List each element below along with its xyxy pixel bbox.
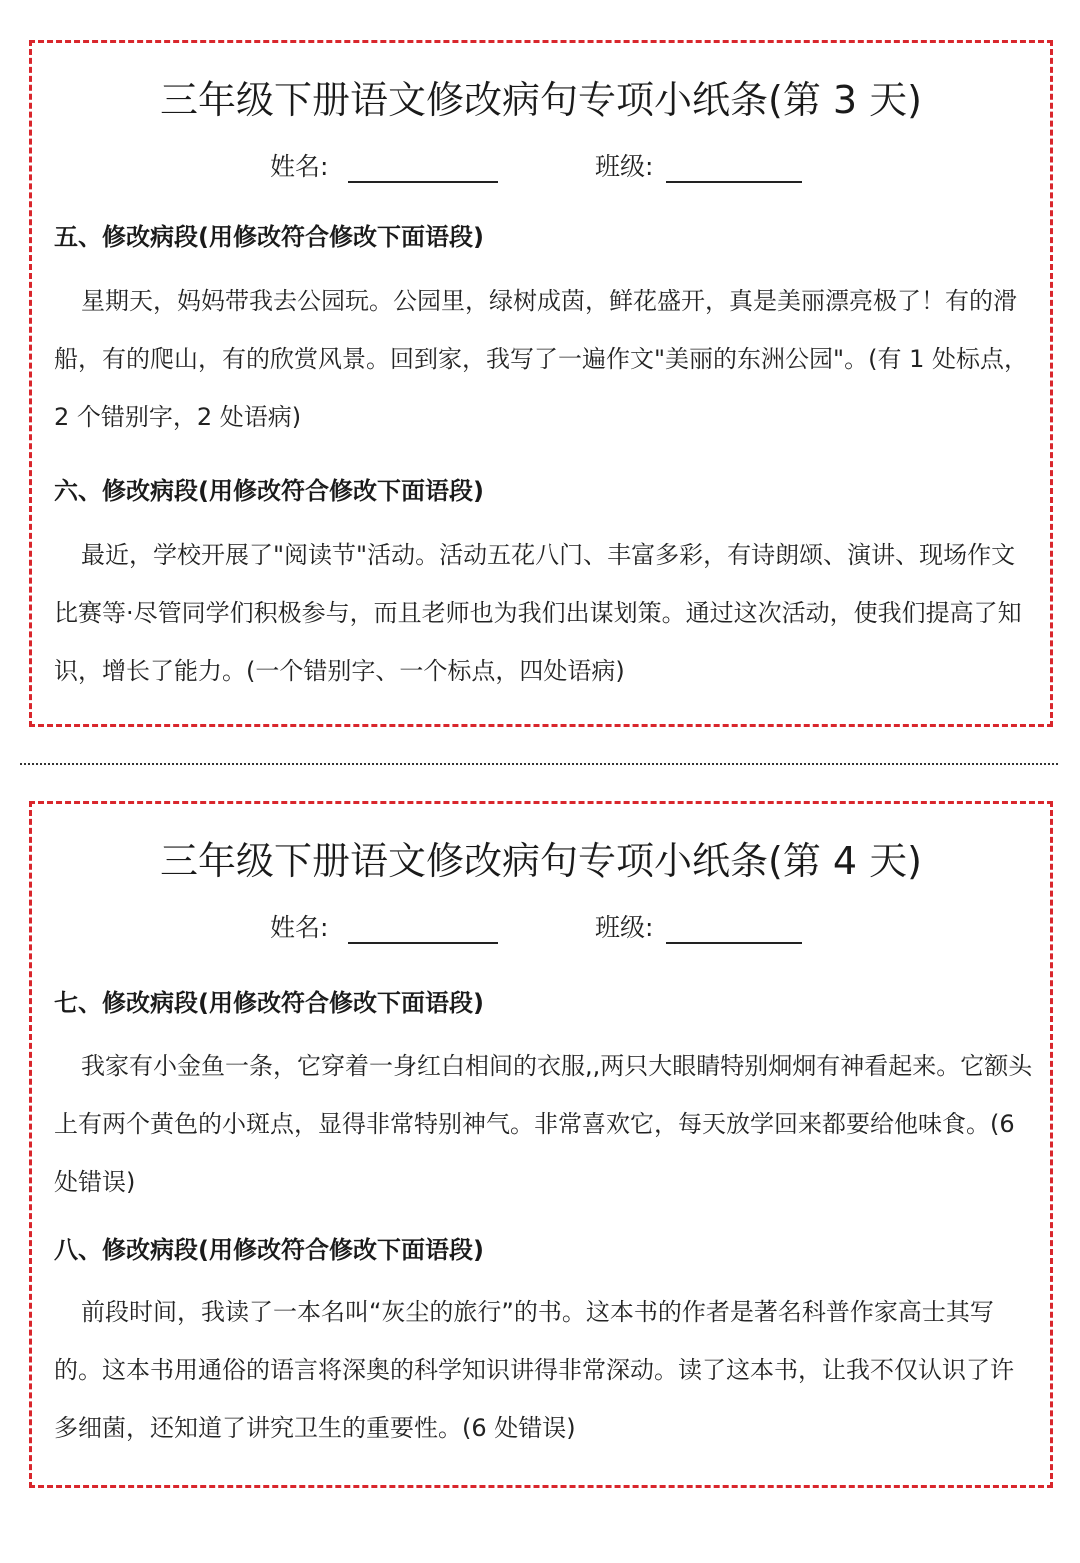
worksheet-card-day-4 bbox=[29, 801, 1053, 1488]
class-label: 班级: bbox=[595, 152, 654, 181]
worksheet-card-day-3 bbox=[29, 40, 1053, 727]
exercise-paragraph: 最近，学校开展了"阅读节"活动。活动五花八门、丰富多彩，有诗朗颂、演讲、现场作文比赛等·尽管同学们积极参与，而且老师也为我们出谋划策。通过这次活动，使我们提高了知识，增长了能力。(一个错别字、一个标点，四处语病) bbox=[54, 541, 1022, 685]
name-blank[interactable] bbox=[348, 181, 498, 183]
section-heading: 五、修改病段(用修改符合修改下面语段) bbox=[54, 223, 484, 251]
class-label: 班级: bbox=[595, 913, 654, 942]
section-heading: 七、修改病段(用修改符合修改下面语段) bbox=[54, 989, 484, 1017]
name-label: 姓名: bbox=[270, 913, 329, 942]
class-blank[interactable] bbox=[666, 181, 802, 183]
exercise-paragraph: 前段时间，我读了一本名叫“灰尘的旅行”的书。这本书的作者是著名科普作家高士其写的。这本书用通俗的语言将深奥的科学知识讲得非常深动。读了这本书，让我不仅认识了许多细菌，还知道了讲究卫生的重要性。(6 处错误) bbox=[54, 1298, 1014, 1442]
section-heading: 八、修改病段(用修改符合修改下面语段) bbox=[54, 1236, 484, 1264]
exercise-paragraph: 我家有小金鱼一条，它穿着一身红白相间的衣服,,两只大眼睛特别炯炯有神看起来。它额头上有两个黄色的小斑点，显得非常特别神气。非常喜欢它，每天放学回来都要给他味食。(6 处错误) bbox=[54, 1052, 1033, 1196]
worksheet-title: 三年级下册语文修改病句专项小纸条(第 4 天) bbox=[160, 839, 922, 883]
exercise-paragraph: 星期天，妈妈带我去公园玩。公园里，绿树成茵，鲜花盛开，真是美丽漂亮极了！有的滑船，有的爬山，有的欣赏风景。回到家，我写了一遍作文"美丽的东洲公园"。(有 1 处标点，2 个错别字，2 处语病) bbox=[54, 287, 1028, 431]
class-blank[interactable] bbox=[666, 942, 802, 944]
cut-line-divider bbox=[20, 763, 1058, 765]
section-heading: 六、修改病段(用修改符合修改下面语段) bbox=[54, 477, 484, 505]
name-blank[interactable] bbox=[348, 942, 498, 944]
name-label: 姓名: bbox=[270, 152, 329, 181]
worksheet-title: 三年级下册语文修改病句专项小纸条(第 3 天) bbox=[160, 78, 922, 122]
